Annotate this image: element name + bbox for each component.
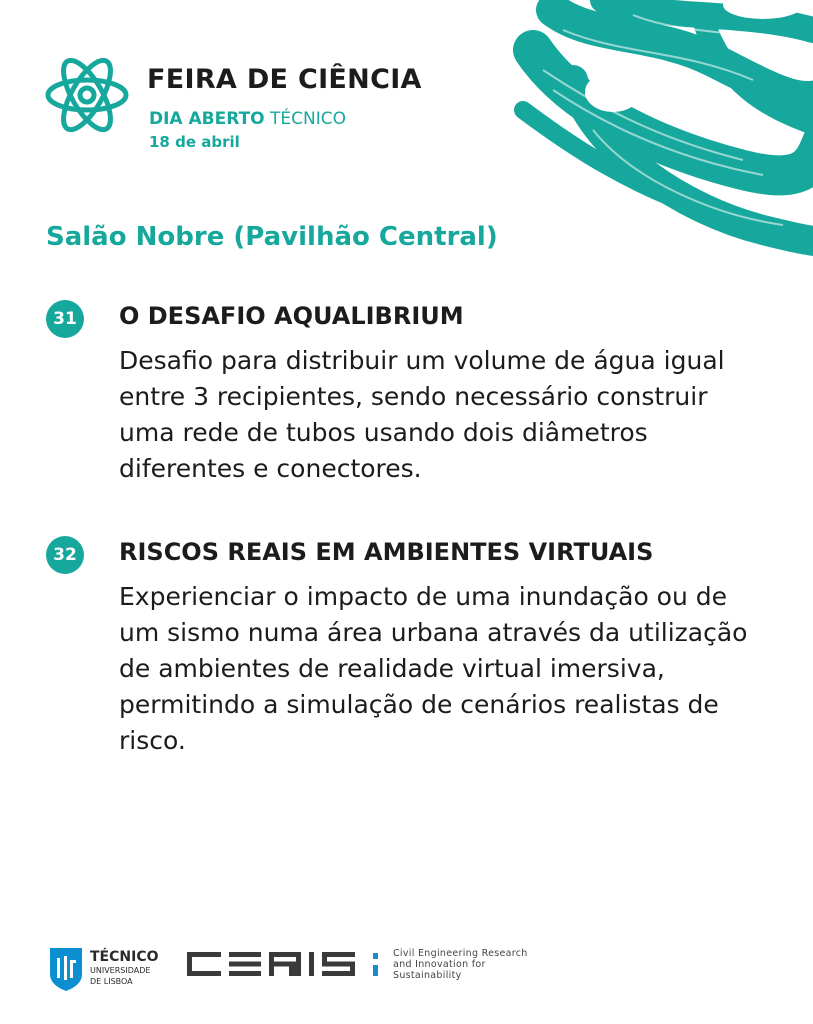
event-subtitle-rest: TÉCNICO xyxy=(264,109,347,129)
ceris-desc-line-1: Civil Engineering Research xyxy=(393,948,528,959)
brush-stroke-decoration xyxy=(513,0,813,270)
activity-description: Experienciar o impacto de uma inundação ou de um sismo numa área urbana através da utilização de ambientes de realidade virtual imersiva, permitindo a simulação de cenários realistas de risco. xyxy=(119,582,748,755)
activity-title: RISCOS REAIS EM AMBIENTES VIRTUAIS xyxy=(119,538,654,566)
atom-icon xyxy=(44,52,130,138)
event-subtitle xyxy=(149,109,346,129)
ist-shield-logo xyxy=(48,946,84,992)
ceris-description xyxy=(393,948,528,981)
event-subtitle-strong: DIA ABERTO xyxy=(149,109,265,129)
activity-title: O DESAFIO AQUALIBRIUM xyxy=(119,302,464,330)
ceris-desc-line-3: Sustainability xyxy=(393,970,462,981)
event-date: 18 de abril xyxy=(149,133,240,151)
event-title: FEIRA DE CIÊNCIA xyxy=(147,64,422,95)
venue-heading: Salão Nobre (Pavilhão Central) xyxy=(46,222,498,252)
ist-sub-line-1: UNIVERSIDADE xyxy=(90,966,151,975)
ceris-desc-line-2: and Innovation for xyxy=(393,959,486,970)
ist-name: TÉCNICO xyxy=(90,949,159,965)
activity-number-badge: 32 xyxy=(46,536,84,574)
ceris-logo xyxy=(187,948,382,980)
ist-sub-line-2: DE LISBOA xyxy=(90,977,133,986)
activity-description: Desafio para distribuir um volume de água igual entre 3 recipientes, sendo necessário construir uma rede de tubos usando dois diâmetros diferentes e conectores. xyxy=(119,346,725,483)
ist-wordmark xyxy=(90,950,159,986)
activity-number-badge: 31 xyxy=(46,300,84,338)
